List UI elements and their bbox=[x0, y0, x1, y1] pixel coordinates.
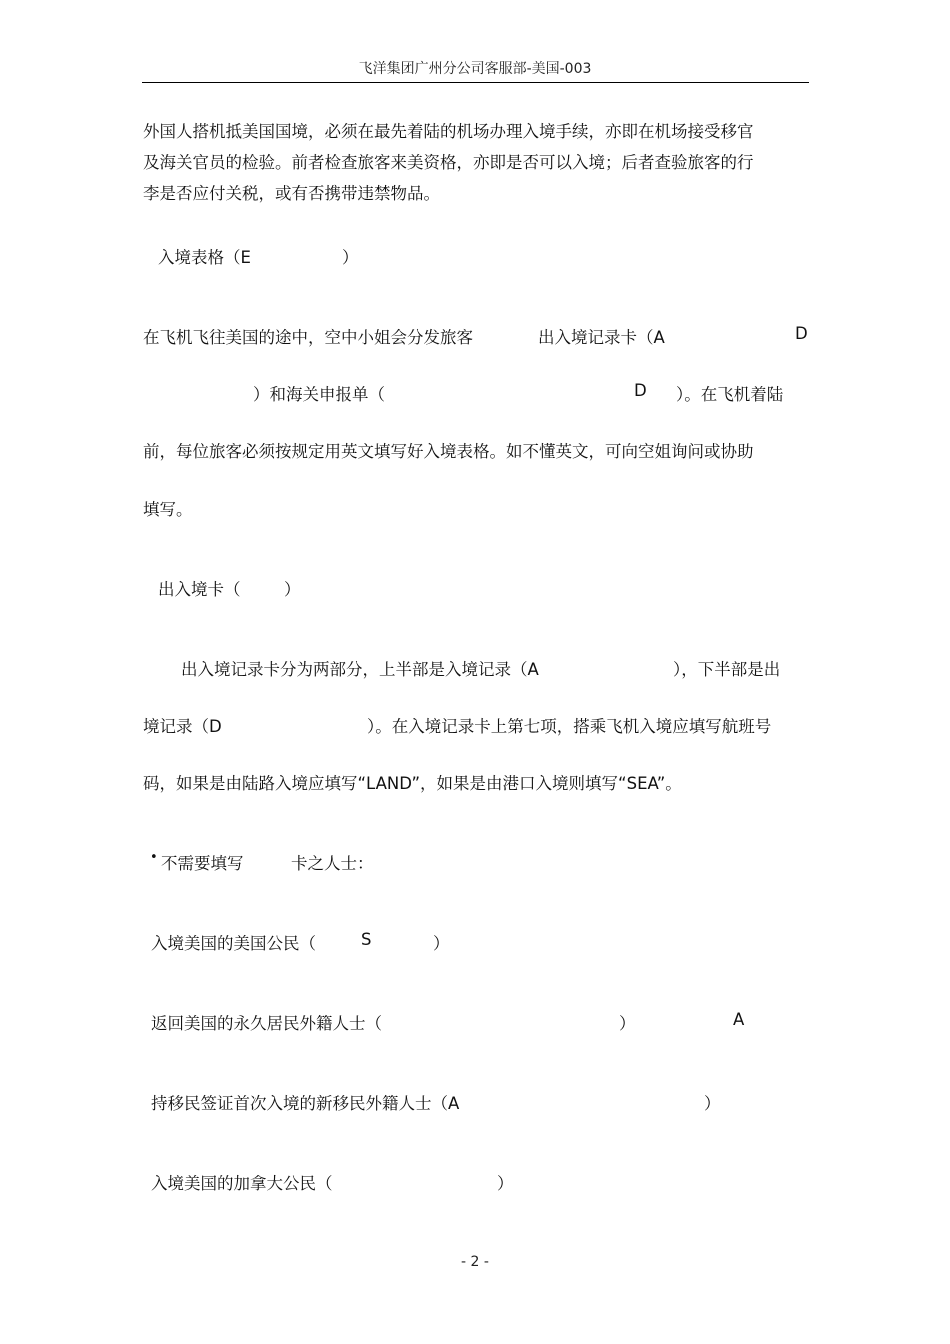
item-3-a: 持移民签证首次入境的新移民外籍人士（A bbox=[151, 1094, 460, 1113]
para3-line1-a: 出入境记录卡分为两部分，上半部是入境记录（A bbox=[181, 660, 539, 679]
para3-line2-a: 境记录（D bbox=[143, 717, 222, 736]
bullet-mark: • bbox=[150, 850, 158, 865]
section-entry-forms-title: 入境表格（E bbox=[158, 248, 251, 267]
para3-line1-b: ），下半部是出 bbox=[673, 660, 781, 679]
item-4-a: 入境美国的加拿大公民（ bbox=[151, 1174, 333, 1193]
page-number: - 2 - bbox=[461, 1254, 489, 1270]
bullet-text-a: 不需要填写 bbox=[161, 854, 244, 873]
intro-line-2: 及海关官员的检验。前者检查旅客来美资格，亦即是否可以入境；后者查验旅客的行 bbox=[143, 153, 754, 172]
intro-line-3: 李是否应付关税，或有否携带违禁物品。 bbox=[143, 184, 440, 203]
para3-line3: 码，如果是由陆路入境应填写“LAND”，如果是由港口入境则填写“SEA”。 bbox=[143, 774, 682, 793]
para2-line2-c: ）。在飞机着陆 bbox=[676, 385, 784, 404]
item-3-b: ） bbox=[704, 1094, 721, 1113]
item-1-a: 入境美国的美国公民（ bbox=[151, 934, 316, 953]
item-2-a: 返回美国的永久居民外籍人士（ bbox=[151, 1014, 382, 1033]
item-4-b: ） bbox=[497, 1174, 514, 1193]
page-header: 飞洋集团广州分公司客服部-美国-003 bbox=[358, 61, 592, 77]
para2-line1-b: 出入境记录卡（A bbox=[538, 328, 665, 347]
para3-line2-b: ）。在入境记录卡上第七项，搭乘飞机入境应填写航班号 bbox=[367, 717, 772, 736]
item-2-b: ） bbox=[619, 1014, 636, 1033]
header-rule bbox=[142, 82, 809, 83]
para2-line3: 前，每位旅客必须按规定用英文填写好入境表格。如不懂英文，可向空姐询问或协助 bbox=[143, 442, 754, 461]
para2-line2-a: ）和海关申报单（ bbox=[253, 385, 385, 404]
para2-line4: 填写。 bbox=[143, 500, 193, 519]
section-entry-card-title: 出入境卡（ bbox=[158, 580, 241, 599]
intro-line-1: 外国人搭机抵美国国境，必须在最先着陆的机场办理入境手续，亦即在机场接受移官 bbox=[143, 122, 754, 141]
item-2-c: A bbox=[733, 1010, 745, 1029]
item-1-c: ） bbox=[433, 934, 450, 953]
para2-line2-b: D bbox=[634, 381, 647, 400]
section-entry-card-close: ） bbox=[284, 580, 301, 599]
bullet-text-b: 卡之人士： bbox=[291, 854, 374, 873]
para2-line1-c: D bbox=[795, 324, 808, 343]
para2-line1-a: 在飞机飞往美国的途中，空中小姐会分发旅客 bbox=[143, 328, 473, 347]
section-entry-forms-close: ） bbox=[342, 248, 359, 267]
item-1-b: S bbox=[361, 930, 372, 949]
